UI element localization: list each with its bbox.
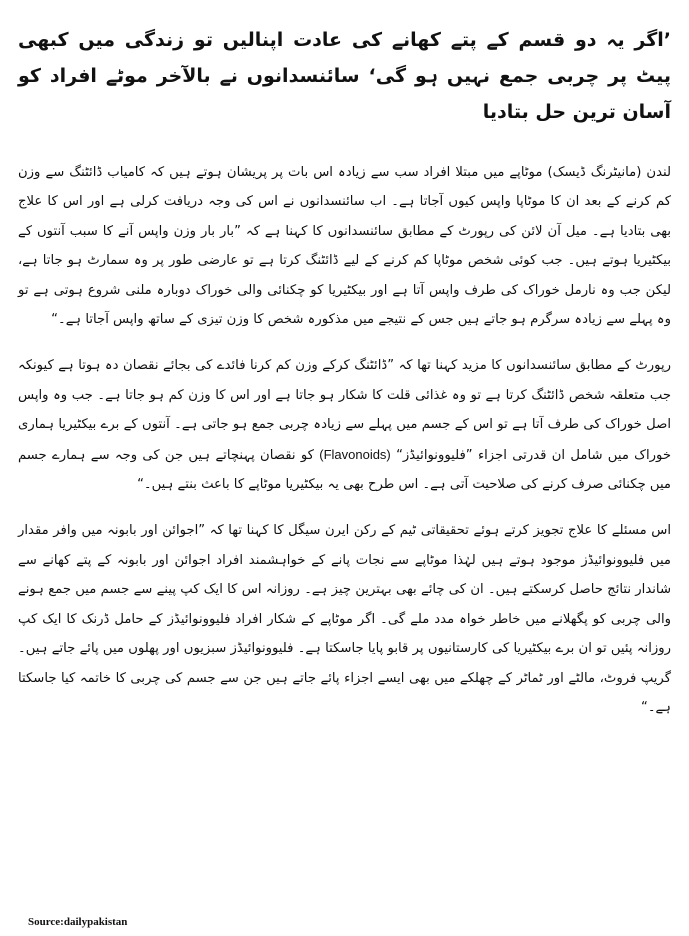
paragraph-2-text-after: کو نقصان پہنچاتے ہیں جن کی وجہ سے ہمارے جسم میں چکنائی صرف کرنے کی صلاحیت آتی ہے۔ اس طرح بھی یہ بیکٹیریا موٹاپے کا باعث بنتے ہیں۔“ [18, 447, 671, 493]
paragraph-2-text-before: رپورٹ کے مطابق سائنسدانوں کا مزید کہنا تھا کہ ”ڈائٹنگ کرکے وزن کم کرنا فائدے کی بجائے نقصان دہ ہوتا ہے کیونکہ جب متعلقہ شخص ڈائٹنگ کرتا ہے تو وہ غذائی قلت کا شکار ہو جاتا ہے اور اس کا وزن کم ہو جاتا ہے۔ جب وہ واپس اصل خوراک کی طرف آتا ہے تو اس کے جسم میں پہلے سے زیادہ چربی جمع ہو جاتی ہے۔ آنتوں کے برے بیکٹیریا ہماری خوراک میں شامل ان قدرتی اجزاء ”فلیوونوائیڈز“ [18, 358, 671, 463]
article-paragraph-3: اس مسئلے کا علاج تجویز کرتے ہوئے تحقیقاتی ٹیم کے رکن ایرن سیگل کا کہنا تھا کہ ”اجوائن اور بابونہ میں وافر مقدار میں فلیوونوائیڈز موجود ہوتے ہیں لہٰذا موٹاپے سے نجات پانے کے خواہشمند افراد اجوائن اور بابونہ کے پتے کھانے سے شاندار نتائج حاصل کرسکتے ہیں۔ ان کی چائے بھی بہترین چیز ہے۔ روزانہ اس کا ایک کپ پینے سے جسم میں جمع ہونے والی چربی کو پگھلانے میں خاطر خواہ مدد ملے گی۔ اگر موٹاپے کے شکار افراد فلیوونوائیڈز کے حامل ڈرنک کا ایک کپ روزانہ پئیں تو ان برے بیکٹیریا کی کارستانیوں پر قابو پایا جاسکتا ہے۔ فلیوونوائیڈز سبزیوں اور پھلوں میں پائے جاتے ہیں۔ گریپ فروٹ، مالٹے اور ٹماٹر کے چھلکے میں بھی ایسے اجزاء پائے جاتے ہیں جن سے جسم کی چربی کا خاتمہ کیا جاسکتا ہے۔“ [18, 523, 671, 715]
source-credit: Source:dailypakistan [28, 916, 128, 928]
flavonoids-term: (Flavonoids) [319, 446, 391, 462]
article-paragraph-1: لندن (مانیٹرنگ ڈیسک) موٹاپے میں مبتلا افراد سب سے زیادہ اس بات پر پریشان ہوتے ہیں کہ کامیاب ڈائٹنگ سے وزن کم کرنے کے بعد ان کا موٹاپا واپس کیوں آجاتا ہے۔ اب سائنسدانوں نے اس کی وجہ دریافت کرلی ہے اور اس کا علاج بھی بتادیا ہے۔ میل آن لائن کی رپورٹ کے مطابق سائنسدانوں کا کہنا ہے کہ ”بار بار وزن واپس آنے کا سبب آنتوں کے بیکٹیریا ہوتے ہیں۔ جب کوئی شخص موٹاپا کم کرنے کے لیے ڈائٹنگ کرتا ہے تو عارضی طور پر وہ سمارٹ ہو جاتا ہے، لیکن جب وہ نارمل خوراک کی طرف واپس آتا ہے اور بیکٹیریا کو چکنائی والی خوراک دوبارہ ملنی شروع ہوتی ہے تو وہ پہلے سے زیادہ سرگرم ہو جاتے ہیں جس کے نتیجے میں مذکورہ شخص کا وزن تیزی کے ساتھ واپس آجاتا ہے۔“ [18, 165, 671, 328]
article-headline: ’اگر یہ دو قسم کے پتے کھانے کی عادت اپنالیں تو زندگی میں کبھی پیٹ پر چربی جمع نہیں ہو گی‘ سائنسدانوں نے بالآخر موٹے افراد کو آسان ترین حل بتادیا [18, 29, 671, 123]
article-paragraph-2 [18, 351, 671, 499]
